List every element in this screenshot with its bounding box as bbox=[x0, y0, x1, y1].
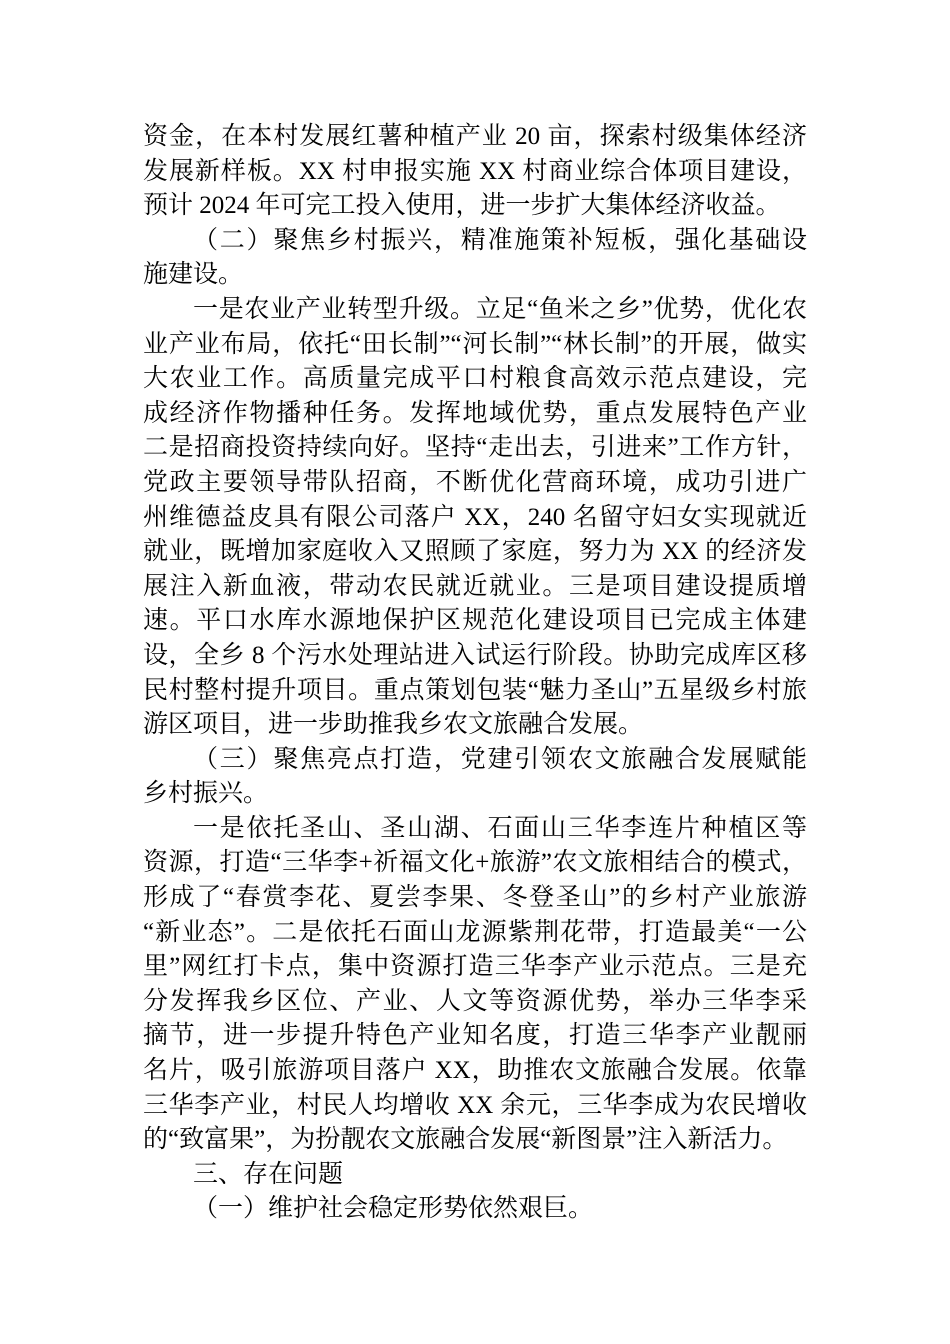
heading-line: （三）聚焦亮点打造，党建引领农文旅融合发展赋能 bbox=[193, 745, 807, 773]
text-line: 民村整村提升项目。重点策划包装“魅力圣山”五星级乡村旅 bbox=[143, 676, 807, 704]
text-line: 资金，在本村发展红薯种植产业 20 亩，探索村级集体经济 bbox=[143, 123, 807, 150]
text-line: 资源，打造“三华李+祈福文化+旅游”农文旅相结合的模式， bbox=[143, 849, 807, 877]
text-line: 就业，既增加家庭收入又照顾了家庭，努力为 XX 的经济发 bbox=[143, 538, 807, 566]
text-line: 形成了“春赏李花、夏尝李果、冬登圣山”的乡村产业旅游 bbox=[143, 884, 807, 912]
heading-line: 三、存在问题 bbox=[193, 1160, 344, 1188]
heading-line: （二）聚焦乡村振兴，精准施策补短板，强化基础设 bbox=[193, 226, 807, 254]
text-line: 速。平口水库水源地保护区规范化建设项目已完成主体建 bbox=[143, 607, 807, 635]
text-line: 三华李产业，村民人均增收 XX 余元，三华李成为农民增收 bbox=[143, 1091, 807, 1119]
text-line: 游区项目，进一步助推我乡农文旅融合发展。 bbox=[143, 711, 644, 739]
text-line: 里”网红打卡点，集中资源打造三华李产业示范点。三是充 bbox=[143, 953, 807, 981]
heading-line: 施建设。 bbox=[143, 261, 244, 289]
text-line: 设，全乡 8 个污水处理站进入试运行阶段。协助完成库区移 bbox=[143, 641, 807, 669]
text-line: 一是依托圣山、圣山湖、石面山三华李连片种植区等 bbox=[193, 814, 807, 842]
text-line: 二是招商投资持续向好。坚持“走出去，引进来”工作方针， bbox=[143, 434, 807, 462]
text-line: 展注入新血液，带动农民就近就业。三是项目建设提质增 bbox=[143, 572, 807, 600]
text-line: 一是农业产业转型升级。立足“鱼米之乡”优势，优化农 bbox=[193, 295, 807, 323]
heading-line: （一）维护社会稳定形势依然艰巨。 bbox=[193, 1195, 594, 1223]
text-line: 发展新样板。XX 村申报实施 XX 村商业综合体项目建设， bbox=[143, 157, 807, 185]
text-line: 摘节，进一步提升特色产业知名度，打造三华李产业靓丽 bbox=[143, 1022, 807, 1050]
heading-line: 乡村振兴。 bbox=[143, 780, 269, 808]
text-line: 名片，吸引旅游项目落户 XX，助推农文旅融合发展。依靠 bbox=[143, 1057, 807, 1085]
text-line: 预计 2024 年可完工投入使用，进一步扩大集体经济收益。 bbox=[143, 192, 781, 220]
text-line: 党政主要领导带队招商，不断优化营商环境，成功引进广 bbox=[143, 468, 807, 496]
text-line: 州维德益皮具有限公司落户 XX，240 名留守妇女实现就近 bbox=[143, 503, 807, 531]
text-line: 成经济作物播种任务。发挥地域优势，重点发展特色产业 bbox=[143, 399, 807, 427]
text-line: “新业态”。二是依托石面山龙源紫荆花带，打造最美“一公 bbox=[143, 918, 807, 946]
text-line: 大农业工作。高质量完成平口村粮食高效示范点建设，完 bbox=[143, 365, 807, 393]
text-line: 的“致富果”，为扮靓农文旅融合发展“新图景”注入新活力。 bbox=[143, 1126, 788, 1154]
text-line: 业产业布局，依托“田长制”“河长制”“林长制”的开展，做实 bbox=[143, 330, 807, 358]
text-line: 分发挥我乡区位、产业、人文等资源优势，举办三华李采 bbox=[143, 987, 807, 1015]
